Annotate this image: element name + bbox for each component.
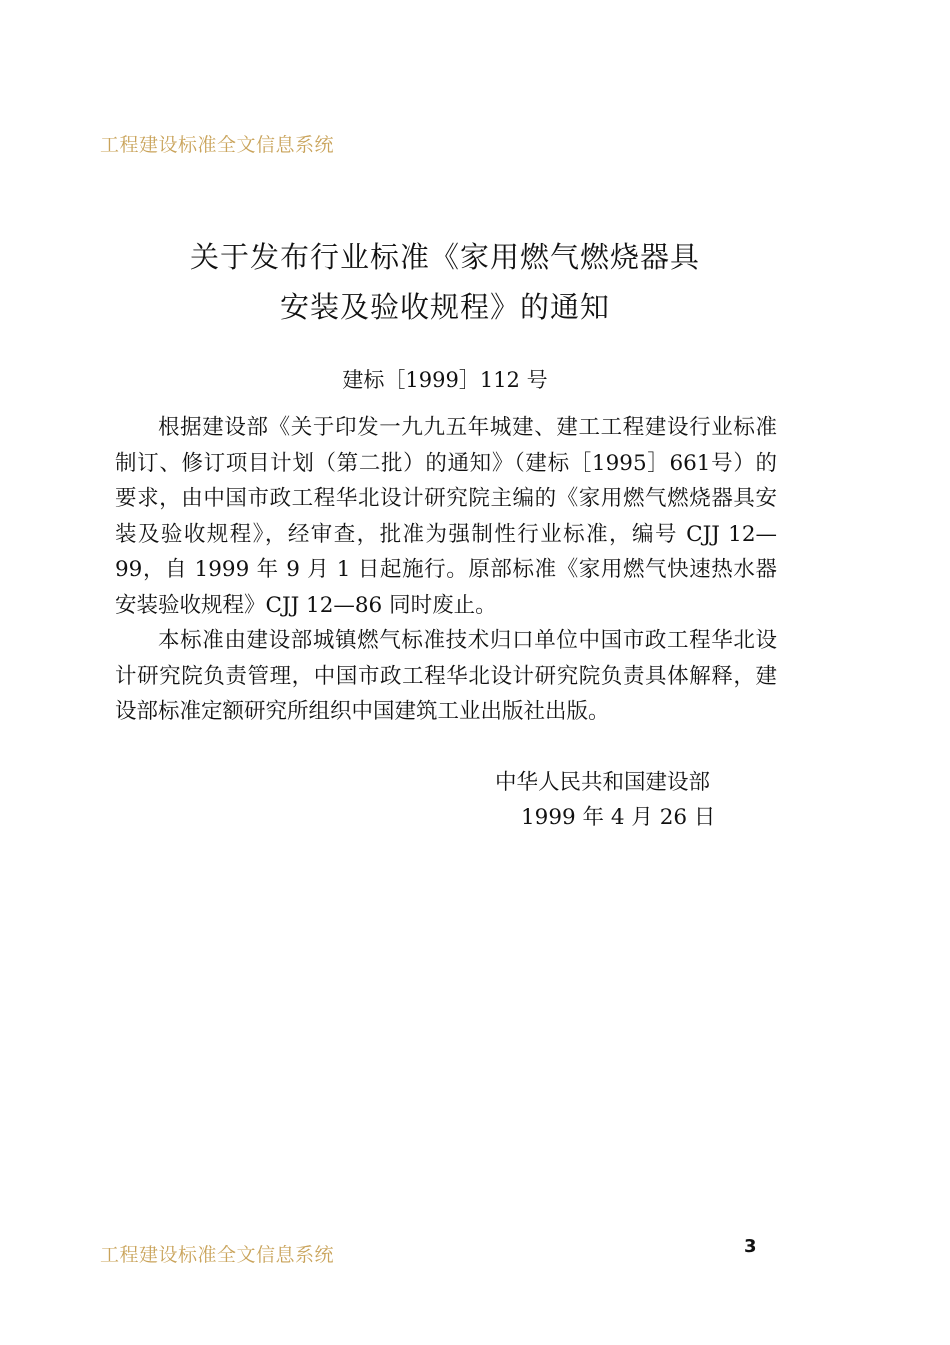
header-watermark: 工程建设标准全文信息系统 [100, 134, 335, 156]
notice-title [120, 232, 770, 332]
page-number: 3 [744, 1236, 757, 1257]
footer-watermark: 工程建设标准全文信息系统 [100, 1244, 335, 1266]
notice-title-line-2: 安装及验收规程》的通知 [279, 290, 610, 324]
body-paragraph-1: 根据建设部《关于印发一九九五年城建、建工工程建设行业标准制订、修订项目计划（第二批）的通知》（建标［1995］661号）的要求，由中国市政工程华北设计研究院主编的《家用燃气燃烧器具安装及验收规程》，经审查，批准为强制性行业标准，编号 CJJ 12—99，自 1999 年 9 月 1 日起施行。原部标准《家用燃气快速热水器安装验收规程》CJJ 12—86 同时废止。 [115, 415, 777, 618]
notice-body [115, 410, 777, 730]
body-paragraph-2: 本标准由建设部城镇燃气标准技术归口单位中国市政工程华北设计研究院负责管理，中国市政工程华北设计研究院负责具体解释，建设部标准定额研究所组织中国建筑工业出版社出版。 [115, 628, 777, 724]
issuer-signature: 中华人民共和国建设部 [495, 770, 711, 795]
issue-date: 1999 年 4 月 26 日 [521, 805, 716, 830]
notice-title-line-1: 关于发布行业标准《家用燃气燃烧器具 [189, 240, 700, 274]
document-number: 建标［1999］112 号 [342, 368, 548, 392]
